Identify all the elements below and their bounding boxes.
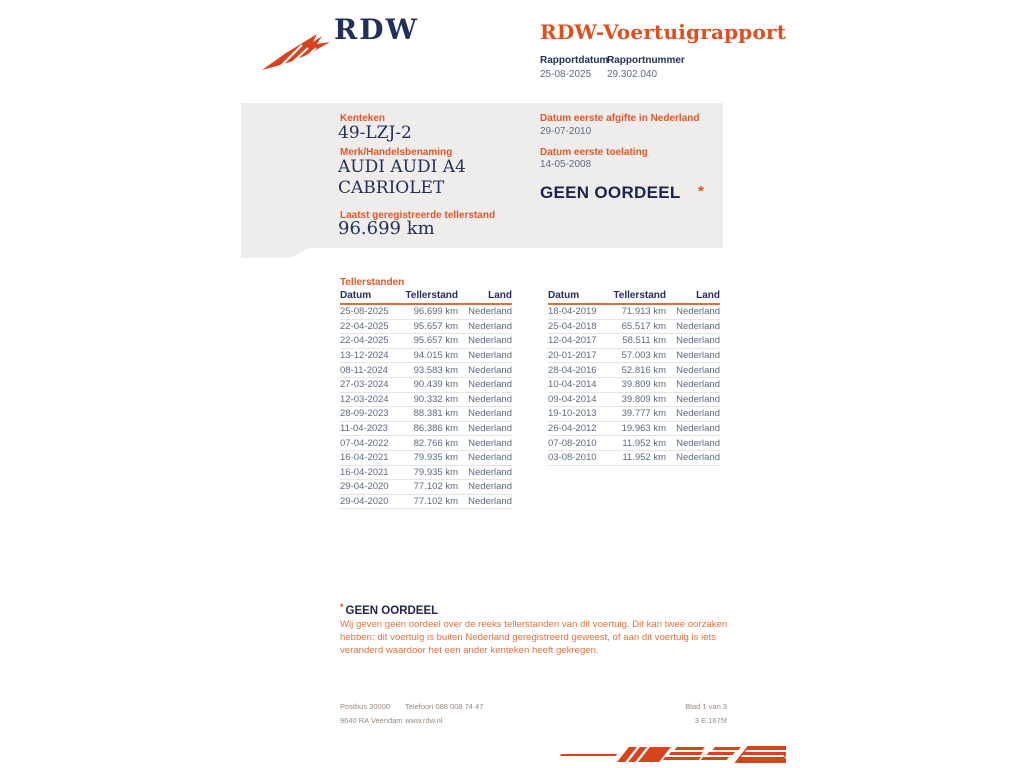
cell-tellerstand: 90.332 km — [413, 393, 458, 405]
footer-address-line1: Postbus 30000 — [340, 702, 391, 711]
table-row — [340, 436, 512, 451]
cell-tellerstand: 95.657 km — [413, 335, 458, 347]
footer-page-block — [685, 700, 727, 728]
table-row — [548, 320, 720, 335]
cell-datum: 10-04-2014 — [548, 379, 597, 391]
cell-datum: 22-04-2025 — [340, 335, 389, 347]
cell-land: Nederland — [468, 496, 512, 508]
cell-land: Nederland — [676, 452, 720, 464]
tellerstanden-title: Tellerstanden — [340, 277, 405, 288]
table-row — [340, 393, 512, 408]
page-title: RDW-Voertuigrapport — [540, 20, 787, 44]
footer-doc-code: 3 E 1675f — [694, 716, 727, 725]
table-row — [340, 349, 512, 364]
cell-land: Nederland — [676, 393, 720, 405]
cell-datum: 11-04-2023 — [340, 423, 388, 435]
cell-land: Nederland — [676, 364, 720, 376]
cell-land: Nederland — [676, 320, 720, 332]
tellerstanden-tables — [340, 290, 720, 509]
report-number-label: Rapportnummer — [607, 55, 685, 66]
kenteken-value: 49-LZJ-2 — [338, 123, 412, 143]
oordeel-asterisk: * — [698, 183, 704, 200]
eerste-afgifte-value: 29-07-2010 — [540, 126, 592, 137]
cell-datum: 29-04-2020 — [340, 481, 389, 493]
footer-address — [340, 700, 403, 728]
table-row — [548, 378, 720, 393]
table-row — [340, 480, 512, 495]
merk-label: Merk/Handelsbenaming — [340, 147, 453, 158]
vehicle-summary-panel — [241, 103, 723, 248]
table-row — [548, 334, 720, 349]
table-row — [548, 407, 720, 422]
footnote-asterisk: * — [340, 602, 344, 612]
cell-datum: 28-09-2023 — [340, 408, 389, 420]
panel-notch-decoration — [241, 248, 310, 258]
cell-datum: 25-04-2018 — [548, 320, 597, 332]
cell-land: Nederland — [468, 466, 512, 478]
cell-land: Nederland — [676, 408, 720, 420]
cell-datum: 22-04-2025 — [340, 320, 389, 332]
table-row — [548, 436, 720, 451]
cell-datum: 25-08-2025 — [340, 306, 389, 318]
table-row — [340, 378, 512, 393]
cell-datum: 19-10-2013 — [548, 408, 597, 420]
cell-datum: 28-04-2016 — [548, 364, 597, 376]
table-row — [340, 363, 512, 378]
cell-datum: 20-01-2017 — [548, 350, 597, 362]
column-header-datum: Datum — [548, 290, 580, 301]
table-row — [548, 305, 720, 320]
cell-datum: 07-04-2022 — [340, 437, 389, 449]
cell-tellerstand: 95.657 km — [413, 320, 458, 332]
oordeel-status: GEEN OORDEEL — [540, 183, 681, 202]
tellerstanden-table-right — [548, 290, 720, 509]
cell-datum: 29-04-2020 — [340, 496, 389, 508]
table-row — [340, 305, 512, 320]
table-row — [340, 422, 512, 437]
cell-tellerstand: 11.952 km — [622, 437, 666, 449]
tellerstand-value: 96.699 km — [338, 218, 435, 239]
cell-datum: 16-04-2021 — [340, 466, 389, 478]
cell-tellerstand: 79.935 km — [413, 452, 458, 464]
footnote-body: Wij geven geen oordeel over de reeks tellerstanden van dit voertuig. Dit kan twee oorzaken hebben: dit voertuig is buiten Nederland geregistreerd geweest, of aan dit voertuig is iets veranderd waardoor het een ander kenteken heeft gekregen. — [340, 619, 728, 656]
rdw-wing-logo-icon — [262, 30, 332, 72]
cell-tellerstand: 94.015 km — [413, 350, 458, 362]
footnote-heading — [340, 602, 438, 617]
cell-tellerstand: 52.816 km — [621, 364, 666, 376]
cell-datum: 26-04-2012 — [548, 423, 597, 435]
eerste-toelating-value: 14-05-2008 — [540, 159, 592, 170]
footer-contact — [405, 700, 483, 728]
cell-datum: 13-12-2024 — [340, 350, 389, 362]
cell-datum: 16-04-2021 — [340, 452, 389, 464]
cell-tellerstand: 93.583 km — [413, 364, 458, 376]
cell-datum: 08-11-2024 — [340, 364, 388, 376]
cell-land: Nederland — [468, 393, 512, 405]
cell-datum: 09-04-2014 — [548, 393, 597, 405]
footer-address-line2: 9640 RA Veendam — [340, 716, 403, 725]
report-date-value: 25-08-2025 — [540, 69, 592, 80]
table-row — [340, 407, 512, 422]
cell-land: Nederland — [468, 379, 512, 391]
rdw-logo-text: RDW — [334, 13, 419, 46]
table-row — [548, 451, 720, 466]
footer-website-link[interactable]: www.rdw.nl — [405, 716, 443, 725]
table-row — [340, 466, 512, 481]
cell-land: Nederland — [468, 350, 512, 362]
cell-land: Nederland — [468, 408, 512, 420]
cell-land: Nederland — [468, 320, 512, 332]
column-header-tellerstand: Tellerstand — [613, 290, 666, 301]
cell-land: Nederland — [468, 481, 512, 493]
cell-tellerstand: 79.935 km — [413, 466, 458, 478]
cell-land: Nederland — [468, 364, 512, 376]
table-row — [548, 363, 720, 378]
eerste-afgifte-label: Datum eerste afgifte in Nederland — [540, 113, 700, 124]
table-row — [548, 422, 720, 437]
column-header-land: Land — [488, 290, 512, 301]
cell-tellerstand: 82.766 km — [413, 437, 458, 449]
cell-land: Nederland — [468, 437, 512, 449]
cell-land: Nederland — [468, 452, 512, 464]
cell-land: Nederland — [468, 306, 512, 318]
cell-tellerstand: 71.913 km — [621, 306, 666, 318]
cell-datum: 07-08-2010 — [548, 437, 597, 449]
footer-phone: Telefoon 088 008 74 47 — [405, 702, 484, 711]
cell-tellerstand: 39.777 km — [621, 408, 666, 420]
cell-land: Nederland — [676, 350, 720, 362]
table-header-row — [548, 290, 720, 305]
tellerstanden-table-left — [340, 290, 512, 509]
merk-value-line1: AUDI AUDI A4 — [338, 157, 466, 177]
report-number-value: 29.302.040 — [607, 69, 658, 80]
cell-tellerstand: 19.963 km — [621, 423, 666, 435]
cell-tellerstand: 86.386 km — [413, 423, 458, 435]
cell-land: Nederland — [676, 379, 720, 391]
cell-land: Nederland — [468, 335, 512, 347]
cell-tellerstand: 39.809 km — [621, 379, 666, 391]
cell-datum: 12-04-2017 — [548, 335, 597, 347]
cell-tellerstand: 65.517 km — [621, 320, 666, 332]
column-header-land: Land — [696, 290, 720, 301]
cell-tellerstand: 77.102 km — [413, 496, 458, 508]
cell-land: Nederland — [676, 306, 720, 318]
cell-tellerstand: 58.511 km — [622, 335, 666, 347]
cell-tellerstand: 57.003 km — [621, 350, 666, 362]
cell-tellerstand: 11.952 km — [622, 452, 666, 464]
report-number-block — [607, 55, 685, 80]
column-header-datum: Datum — [340, 290, 372, 301]
cell-tellerstand: 96.699 km — [413, 306, 458, 318]
cell-tellerstand: 39.809 km — [621, 393, 666, 405]
merk-value-line2: CABRIOLET — [338, 178, 445, 198]
tellerstand-label: Laatst geregistreerde tellerstand — [340, 210, 496, 221]
table-row — [340, 451, 512, 466]
column-header-tellerstand: Tellerstand — [405, 290, 458, 301]
report-date-label: Rapportdatum — [540, 55, 609, 66]
cell-datum: 12-03-2024 — [340, 393, 389, 405]
cell-datum: 27-03-2024 — [340, 379, 389, 391]
report-date-block — [540, 55, 608, 80]
cell-tellerstand: 90.439 km — [413, 379, 458, 391]
kenteken-label: Kenteken — [340, 113, 386, 124]
rdw-speedlines-logo — [552, 743, 786, 767]
cell-land: Nederland — [676, 335, 720, 347]
table-row — [548, 349, 720, 364]
cell-tellerstand: 77.102 km — [413, 481, 458, 493]
table-row — [340, 334, 512, 349]
cell-land: Nederland — [676, 437, 720, 449]
footer-page-number: Blad 1 van 3 — [685, 702, 727, 711]
footnote-heading-text: GEEN OORDEEL — [345, 605, 439, 617]
eerste-toelating-label: Datum eerste toelating — [540, 147, 648, 158]
cell-land: Nederland — [676, 423, 720, 435]
table-row — [340, 320, 512, 335]
cell-land: Nederland — [468, 423, 512, 435]
table-row — [548, 393, 720, 408]
table-row — [340, 495, 512, 510]
cell-datum: 18-04-2019 — [548, 306, 597, 318]
table-header-row — [340, 290, 512, 305]
cell-datum: 03-08-2010 — [548, 452, 597, 464]
cell-tellerstand: 88.381 km — [413, 408, 458, 420]
